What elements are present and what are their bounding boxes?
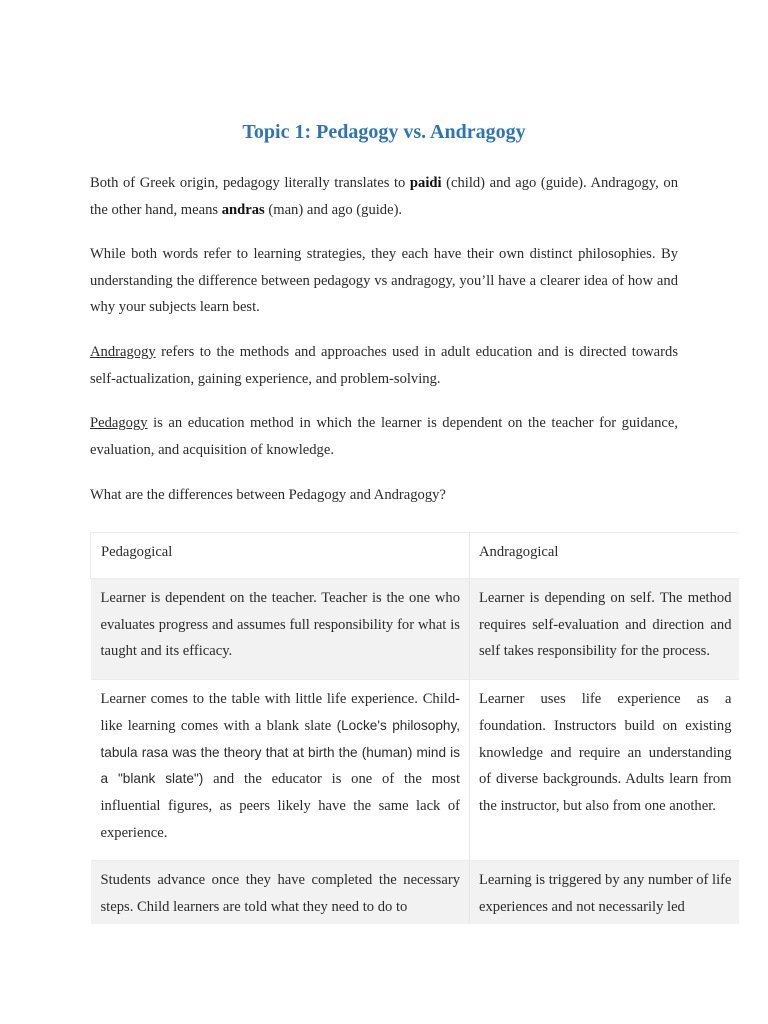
table-header-row — [91, 533, 740, 579]
paragraph-andragogy — [90, 339, 678, 392]
paragraph-origin — [90, 170, 678, 223]
table-cell: Learning is triggered by any number of life experiences and not necessarily led — [470, 861, 740, 924]
pedagogy-link[interactable]: Pedagogy — [90, 415, 148, 431]
comparison-table — [90, 532, 739, 924]
text-span: Both of Greek origin, pedagogy literally translates to — [90, 175, 410, 191]
header-pedagogical: Pedagogical — [91, 533, 470, 579]
text-span: and the educator is one of the most influential figures, as peers likely have the same lack of experience. — [100, 771, 460, 841]
text-span: is an education method in which the learner is dependent on the teacher for guidance, evaluation, and acquisition of knowledge. — [90, 415, 678, 458]
table-cell: Learner uses life experience as a foundation. Instructors build on existing knowledge and require an understanding of diverse backgrounds. Adults learn from the instructor, but also from one another. — [470, 680, 740, 861]
page-title: Topic 1: Pedagogy vs. Andragogy — [242, 121, 526, 143]
text-span: Learner comes to the table with little life experience. Child-like learning comes with a blank slate — [100, 691, 460, 734]
paragraph-strategies: While both words refer to learning strategies, they each have their own distinct philosophies. By understanding the difference between pedagogy vs andragogy, you’ll have a clearer idea of how and why your subjects learn best. — [90, 246, 678, 316]
text-span: (man) and ago (guide). — [264, 201, 403, 218]
table-cell: Students advance once they have completed the necessary steps. Child learners are told what they need to do to — [91, 861, 470, 924]
paragraph-question: What are the differences between Pedagogy and Andragogy? — [90, 487, 446, 503]
andragogy-link[interactable]: Andragogy — [90, 344, 156, 360]
table-cell: Learner is depending on self. The method requires self-evaluation and direction and self takes responsibility for the process. — [470, 579, 740, 680]
locke-note: (Locke's philosophy, tabula rasa was the theory that at birth the (human) mind is a "blank slate") — [100, 717, 461, 787]
bold-term-andras: andras — [221, 201, 265, 218]
table-row — [91, 861, 740, 924]
header-andragogical: Andragogical — [470, 533, 740, 579]
table-row — [91, 680, 740, 861]
table-row — [91, 579, 740, 680]
table-cell — [91, 680, 470, 861]
paragraph-pedagogy — [90, 410, 678, 463]
text-span: (child) and ago (guide). Andragogy, on the other hand, means — [90, 175, 678, 218]
table-cell: Learner is dependent on the teacher. Teacher is the one who evaluates progress and assumes full responsibility for what is taught and its efficacy. — [91, 579, 470, 680]
text-span: refers to the methods and approaches used in adult education and is directed towards self-actualization, gaining experience, and problem-solving. — [90, 344, 678, 387]
bold-term-paidi: paidi — [409, 175, 442, 191]
